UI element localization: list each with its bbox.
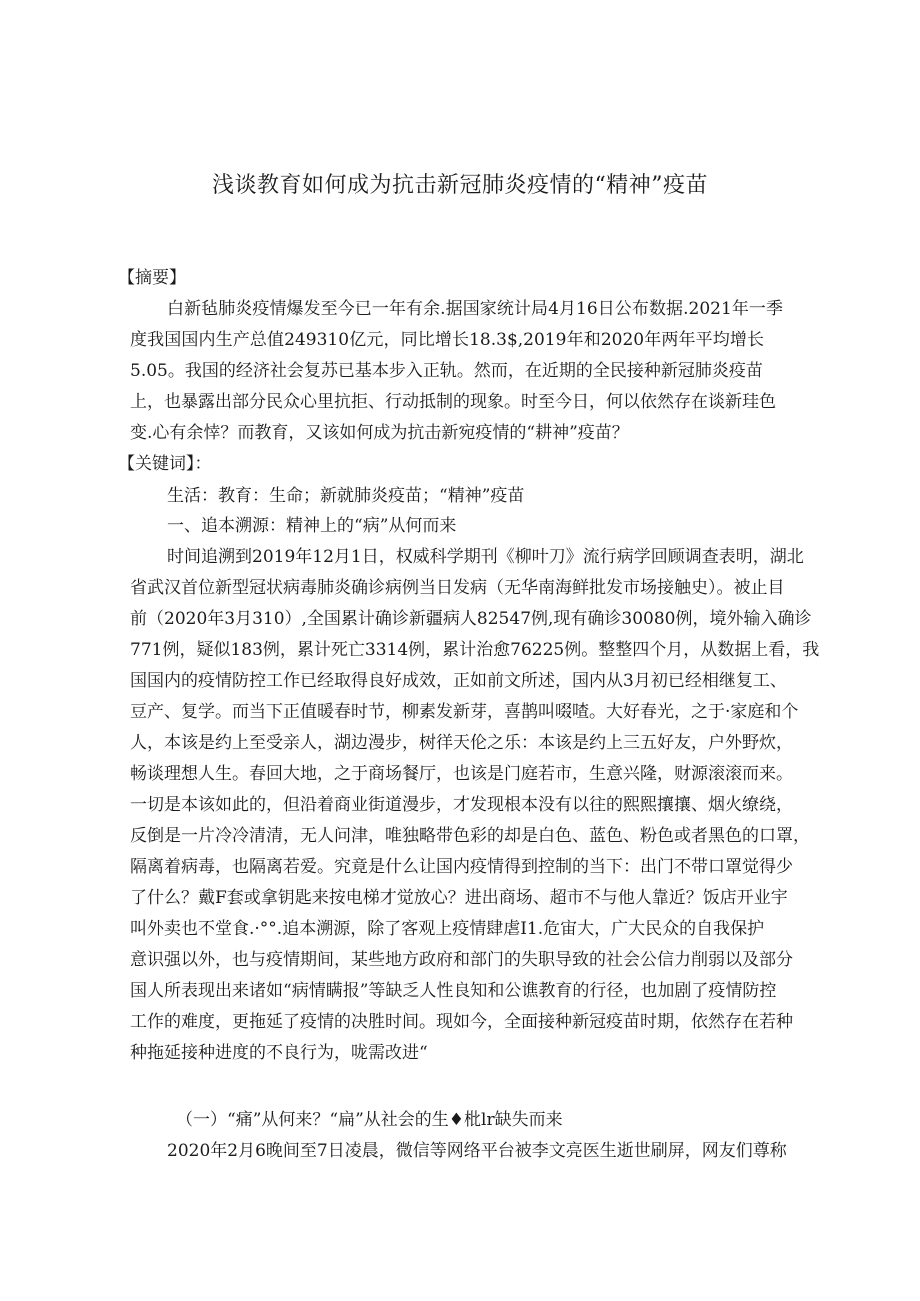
body-line: 种拖延接种进度的不良行为，咙需改进“ xyxy=(130,1043,428,1063)
keywords-line: 生活：教育：生命；新就肺炎疫苗；“精神”疫苗 xyxy=(167,486,525,506)
abstract-line: 5.05。我国的经济社会复苏已基本步入正轨。然而，在近期的全民接种新冠肺炎疫苗 xyxy=(130,361,763,381)
body-line: 豆产、复学。而当下正值暖春时节，柳素发新芽，喜鹊叫啜喳。大好春光，之于·家庭和个 xyxy=(130,702,799,722)
body-line: 意识强以外，也与疫情期间，某些地方政府和部门的失职导致的社会公信力削弱以及部分 xyxy=(130,950,793,970)
body-line: 前（2020年3月310）,全国累计确诊新疆病人82547例,现有确诊30080例，境外输入确诊 xyxy=(130,609,812,629)
body-line: 了什么？戴F套或拿钥匙来按电梯才觉放心？进出商场、超市不与他人靠近？饭店开业宇 xyxy=(130,888,788,908)
body-line: 叫外卖也不堂食.·°°.追本溯源，除了客观上疫情肆虐I1.危宙大，广大民众的自我保护 xyxy=(130,919,765,939)
body-line: 国人所表现出来诸如“病情瞒报”等缺乏人性良知和公谯教育的行径，也加剧了疫情防控 xyxy=(130,981,777,1001)
abstract-line: 变.心有余悻？而教育，又该如何成为抗击新宛疫情的“耕神”疫苗？ xyxy=(130,423,629,443)
keywords-heading: 【关键词】： xyxy=(118,454,212,474)
body-line: 隔离着病毒，也隔离若爱。究竟是什么让国内疫情得到控制的当下：出门不带口罩觉得少 xyxy=(130,857,793,877)
abstract-line: 白新毡肺炎疫情爆发至今已一年有余.据国家统计局4月16日公布数据.2021年一季 xyxy=(167,299,783,319)
body-line: 时间追溯到2019年12月1日，权威科学期刊《柳叶刀》流行病学回顾调查表明，湖北 xyxy=(167,547,804,567)
body-line: 反倒是一片冷冷清清，无人问津，唯独略带色彩的却是白色、蓝色、粉色或者黑色的口罩， xyxy=(130,826,810,846)
body-line: 国国内的疫情防控工作已经取得良好成效，正如前文所述，国内从3月初已经相继复工、 xyxy=(130,671,787,691)
body-line: 771例，疑似183例，累计死亡3314例，累计治愈76225例。整整四个月，从数据上看，我 xyxy=(130,640,820,660)
body-line: 省武汉首位新型冠状病毒肺炎确诊病例当日发病（无华南海鲜批发市场接触史）。被止目 xyxy=(130,578,785,598)
body-line: 一切是本该如此的，但沿着商业街道漫步，才发现根本没有以往的熙熙攘攘、烟火缭绕， xyxy=(130,795,793,815)
body-line: 2020年2月6晚间至7日凌晨，微信等网络平台被李文亮医生逝世刷屏，网友们尊称 xyxy=(167,1141,787,1161)
abstract-line: 度我国国内生产总值249310亿元，同比增长18.3$,2019年和2020年两年平均增长 xyxy=(130,330,764,350)
body-line: 畅谈理想人生。春回大地，之于商场餐厅，也该是门庭若市，生意兴隆，财源滚滚而来。 xyxy=(130,764,793,784)
body-line: 人，本该是约上至受亲人，湖边漫步，树徉天伦之乐：本该是约上三五好友，户外野炊， xyxy=(130,733,793,753)
abstract-heading: 【摘要】 xyxy=(118,268,186,288)
document-title: 浅谈教育如何成为抗击新冠肺炎疫情的“精神”疫苗 xyxy=(212,173,708,198)
abstract-line: 上，也暴露出部分民众心里抗拒、行动抵制的现象。时至今日，何以依然存在谈新珪色 xyxy=(130,392,776,412)
subsection-heading: （一）“痛”从何来？“扁”从社会的生♦枇lr缺失而来 xyxy=(176,1110,563,1130)
section-heading: 一、追本溯源：精神上的“病”从何而来 xyxy=(167,516,457,536)
body-line: 工作的难度，更拖延了疫情的决胜时间。现如今，全面接种新冠疫苗时期，依然存在若种 xyxy=(130,1012,793,1032)
